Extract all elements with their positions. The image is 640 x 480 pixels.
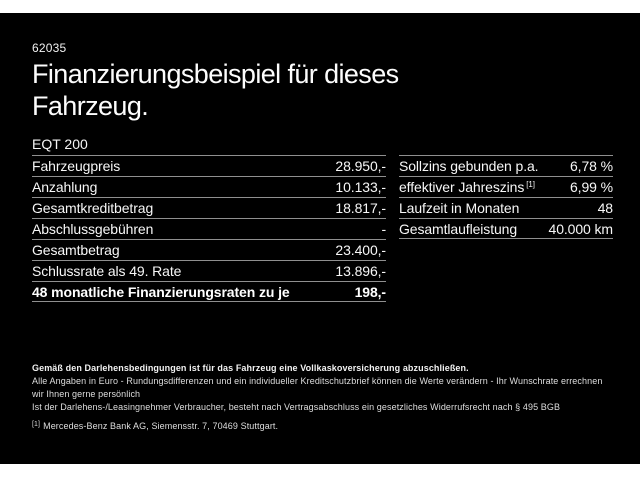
page-title	[32, 58, 613, 122]
row-label: Gesamtbetrag	[32, 242, 120, 258]
table-row	[32, 197, 386, 218]
disclaimer-block	[32, 362, 613, 433]
footnote-text: Mercedes-Benz Bank AG, Siemensstr. 7, 70469 Stuttgart.	[43, 421, 279, 431]
footnote-marker: [1]	[32, 421, 41, 428]
footnote-marker: [1]	[526, 180, 535, 189]
row-label: Fahrzeugpreis	[32, 158, 121, 174]
letterbox-top	[0, 0, 640, 13]
row-value: 18.817,-	[335, 200, 386, 216]
vehicle-model: EQT 200	[32, 136, 88, 152]
row-value: 40.000 km	[548, 220, 613, 237]
page-title-line1: Finanzierungsbeispiel für dieses	[32, 59, 399, 89]
row-value: 10.133,-	[335, 179, 386, 195]
row-value: 48	[597, 200, 613, 216]
finance-table	[32, 155, 386, 302]
table-row	[399, 218, 613, 239]
row-label: Schlussrate als 49. Rate	[32, 263, 182, 279]
card-content	[0, 13, 640, 464]
row-label	[399, 179, 535, 195]
row-label: Gesamtkreditbetrag	[32, 200, 154, 216]
page-title-line2: Fahrzeug.	[32, 91, 149, 121]
disclaimer-line: Alle Angaben in Euro - Rundungsdifferenzen und ein individueller Kreditschutzbrief können die Werte verändern - Ihr Wunschrate errechnen wir Ihnen gerne persönlich	[32, 376, 603, 399]
table-row	[399, 176, 613, 197]
bank-footnote	[32, 418, 613, 433]
insurance-note: Gemäß den Darlehensbedingungen ist für das Fahrzeug eine Vollkaskoversicherung abzuschließen.	[32, 363, 469, 373]
table-row	[32, 260, 386, 281]
row-value: 6,99 %	[570, 179, 613, 195]
table-row	[32, 155, 386, 176]
row-value: 198,-	[354, 283, 386, 300]
table-row-monthly-rate	[32, 281, 386, 302]
table-row	[32, 239, 386, 260]
table-row	[32, 218, 386, 239]
row-value: 13.896,-	[335, 263, 386, 279]
row-value: 6,78 %	[570, 158, 613, 174]
row-label: Gesamtlaufleistung	[399, 220, 518, 237]
row-label: Abschlussgebühren	[32, 221, 154, 237]
table-row	[32, 176, 386, 197]
table-row	[399, 197, 613, 218]
reference-number: 62035	[32, 41, 67, 55]
disclaimer-line: Ist der Darlehens-/Leasingnehmer Verbraucher, besteht nach Vertragsabschluss ein gesetzliches Widerrufsrecht nach § 495 BGB	[32, 402, 561, 412]
row-label: Sollzins gebunden p.a.	[399, 158, 539, 174]
rates-table	[399, 155, 613, 239]
row-label: Anzahlung	[32, 179, 98, 195]
row-value: -	[381, 221, 386, 237]
row-label: Laufzeit in Monaten	[399, 200, 520, 216]
row-label-text: effektiver Jahreszins	[399, 179, 525, 195]
row-value: 23.400,-	[335, 242, 386, 258]
row-label: 48 monatliche Finanzierungsraten zu je	[32, 283, 290, 300]
tables-area	[32, 155, 613, 302]
table-row	[399, 155, 613, 176]
row-value: 28.950,-	[335, 158, 386, 174]
